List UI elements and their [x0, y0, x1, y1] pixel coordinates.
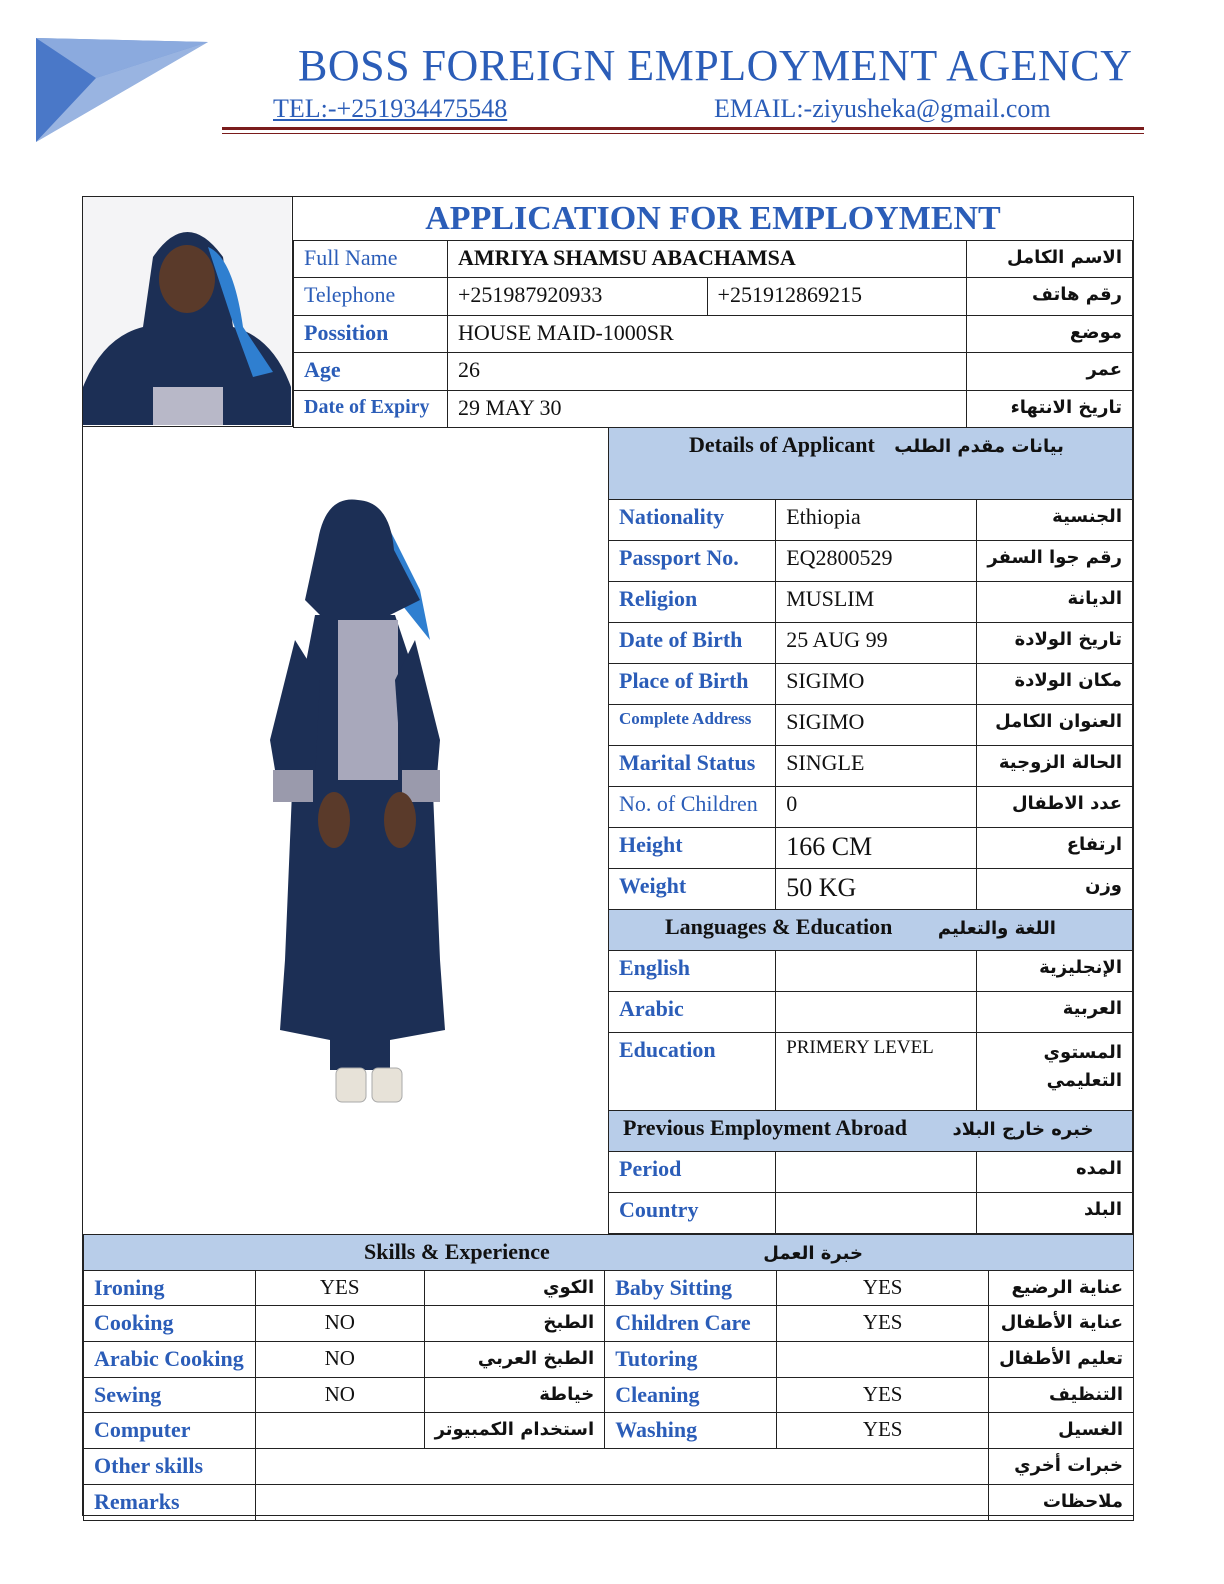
skill-sewing-label: Sewing — [84, 1377, 256, 1413]
education-ar: المستوي التعليمي — [977, 1033, 1133, 1111]
marital-ar: الحالة الزوجية — [977, 746, 1133, 787]
previous-header-ar: خبره خارج البلاد — [952, 1119, 1094, 1140]
skill-cooking-label: Cooking — [84, 1306, 256, 1342]
passport-label: Passport No. — [609, 541, 776, 582]
dob-label: Date of Birth — [609, 623, 776, 664]
agency-phone-link[interactable]: TEL:-+251934475548 — [273, 94, 508, 123]
address-label: Complete Address — [609, 705, 776, 746]
skill-children-care-ar: عناية الأطفال — [989, 1306, 1134, 1342]
skill-ironing-ar: الكوي — [424, 1270, 605, 1306]
english-value — [776, 951, 977, 992]
position-value: HOUSE MAID-1000SR — [447, 315, 966, 352]
marital-label: Marital Status — [609, 746, 776, 787]
table-row — [609, 746, 1133, 787]
skill-computer-value — [255, 1413, 424, 1449]
table-row — [609, 705, 1133, 746]
skill-cooking-value: NO — [255, 1306, 424, 1342]
country-value — [776, 1193, 977, 1234]
children-value: 0 — [776, 787, 977, 828]
telephone-value-1: +251987920933 — [447, 278, 707, 315]
period-ar: المده — [977, 1152, 1133, 1193]
full-name-ar: الاسم الكامل — [967, 241, 1133, 278]
skills-header-ar: خبرة العمل — [763, 1243, 863, 1264]
languages-header-ar: اللغة والتعليم — [937, 918, 1056, 939]
arabic-ar: العربية — [977, 992, 1133, 1033]
religion-label: Religion — [609, 582, 776, 623]
skill-arabic-cooking-ar: الطبخ العربي — [424, 1342, 605, 1378]
skill-washing-ar: الغسيل — [989, 1413, 1134, 1449]
address-value: SIGIMO — [776, 705, 977, 746]
table-row — [294, 353, 1133, 390]
skills-header-row — [84, 1235, 1134, 1271]
skill-baby-sitting-label: Baby Sitting — [605, 1270, 777, 1306]
languages-header-row — [609, 910, 1133, 951]
table-row — [84, 1377, 1134, 1413]
table-row — [609, 582, 1133, 623]
telephone-value-2: +251912869215 — [707, 278, 967, 315]
table-row — [609, 1033, 1133, 1111]
english-ar: الإنجليزية — [977, 951, 1133, 992]
passport-value: EQ2800529 — [776, 541, 977, 582]
skill-washing-value: YES — [777, 1413, 989, 1449]
table-row — [609, 951, 1133, 992]
position-label: Possition — [294, 315, 448, 352]
skills-table — [83, 1234, 1134, 1521]
table-row — [609, 828, 1133, 869]
skill-washing-label: Washing — [605, 1413, 777, 1449]
english-label: English — [609, 951, 776, 992]
skill-computer-label: Computer — [84, 1413, 256, 1449]
agency-logo — [36, 38, 208, 142]
table-row — [294, 241, 1133, 278]
dob-value: 25 AUG 99 — [776, 623, 977, 664]
table-row — [609, 500, 1133, 541]
table-row — [84, 1270, 1134, 1306]
table-row — [84, 1484, 1134, 1520]
details-header-row — [609, 428, 1133, 500]
weight-ar: وزن — [977, 869, 1133, 910]
religion-value: MUSLIM — [776, 582, 977, 623]
skill-ironing-value: YES — [255, 1270, 424, 1306]
table-row — [609, 541, 1133, 582]
skill-cooking-ar: الطبخ — [424, 1306, 605, 1342]
dob-ar: تاريخ الولادة — [977, 623, 1133, 664]
arabic-value — [776, 992, 977, 1033]
other-skills-ar: خبرات أخري — [989, 1449, 1134, 1485]
table-row — [84, 1342, 1134, 1378]
telephone-ar: رقم هاتف — [967, 278, 1133, 315]
passport-photo — [83, 197, 293, 427]
age-ar: عمر — [967, 353, 1133, 390]
skill-cleaning-value: YES — [777, 1377, 989, 1413]
agency-name: BOSS FOREIGN EMPLOYMENT AGENCY — [298, 41, 1133, 90]
skill-cleaning-label: Cleaning — [605, 1377, 777, 1413]
skill-sewing-ar: خياطة — [424, 1377, 605, 1413]
table-row — [609, 1193, 1133, 1234]
skill-cleaning-ar: التنظيف — [989, 1377, 1134, 1413]
skill-tutoring-value — [777, 1342, 989, 1378]
telephone-label: Telephone — [294, 278, 448, 315]
period-label: Period — [609, 1152, 776, 1193]
skill-children-care-value: YES — [777, 1306, 989, 1342]
header-rule — [222, 127, 1144, 134]
expiry-value: 29 MAY 30 — [447, 390, 966, 427]
nationality-ar: الجنسية — [977, 500, 1133, 541]
passport-ar: رقم جوا السفر — [977, 541, 1133, 582]
height-ar: ارتفاع — [977, 828, 1133, 869]
nationality-value: Ethiopia — [776, 500, 977, 541]
previous-header-row — [609, 1111, 1133, 1152]
skill-arabic-cooking-value: NO — [255, 1342, 424, 1378]
personal-info-table — [293, 240, 1133, 428]
skill-computer-ar: استخدام الكمبيوتر — [424, 1413, 605, 1449]
remarks-ar: ملاحظات — [989, 1484, 1134, 1520]
age-value: 26 — [447, 353, 966, 390]
height-label: Height — [609, 828, 776, 869]
table-row — [609, 869, 1133, 910]
table-row — [84, 1306, 1134, 1342]
skill-ironing-label: Ironing — [84, 1270, 256, 1306]
table-row — [294, 278, 1133, 315]
previous-header-en: Previous Employment Abroad — [623, 1115, 907, 1140]
table-row — [609, 664, 1133, 705]
pob-label: Place of Birth — [609, 664, 776, 705]
table-row — [294, 390, 1133, 427]
table-row — [84, 1449, 1134, 1485]
religion-ar: الديانة — [977, 582, 1133, 623]
expiry-ar: تاريخ الانتهاء — [967, 390, 1133, 427]
other-skills-value — [255, 1449, 988, 1485]
pob-ar: مكان الولادة — [977, 664, 1133, 705]
languages-header-en: Languages & Education — [665, 914, 893, 939]
children-ar: عدد الاطفال — [977, 787, 1133, 828]
details-table — [608, 427, 1133, 1234]
remarks-label: Remarks — [84, 1484, 256, 1520]
full-name-label: Full Name — [294, 241, 448, 278]
agency-email: EMAIL:-ziyusheka@gmail.com — [714, 94, 1051, 123]
weight-value: 50 KG — [776, 869, 977, 910]
form-title: APPLICATION FOR EMPLOYMENT — [425, 200, 1001, 237]
table-row — [609, 1152, 1133, 1193]
country-ar: البلد — [977, 1193, 1133, 1234]
table-row — [609, 623, 1133, 664]
remarks-value — [255, 1484, 988, 1520]
full-body-photo — [90, 440, 605, 1230]
details-header-ar: بيانات مقدم الطلب — [894, 436, 1064, 457]
skill-tutoring-label: Tutoring — [605, 1342, 777, 1378]
country-label: Country — [609, 1193, 776, 1234]
skills-header-en: Skills & Experience — [364, 1239, 550, 1264]
education-label: Education — [609, 1033, 776, 1111]
height-value: 166 CM — [776, 828, 977, 869]
full-name-value: AMRIYA SHAMSU ABACHAMSA — [447, 241, 966, 278]
address-ar: العنوان الكامل — [977, 705, 1133, 746]
details-header-en: Details of Applicant — [689, 432, 875, 457]
skill-sewing-value: NO — [255, 1377, 424, 1413]
other-skills-label: Other skills — [84, 1449, 256, 1485]
children-label: No. of Children — [609, 787, 776, 828]
skill-tutoring-ar: تعليم الأطفال — [989, 1342, 1134, 1378]
position-ar: موضع — [967, 315, 1133, 352]
age-label: Age — [294, 353, 448, 390]
expiry-label: Date of Expiry — [294, 390, 448, 427]
pob-value: SIGIMO — [776, 664, 977, 705]
marital-value: SINGLE — [776, 746, 977, 787]
skill-baby-sitting-value: YES — [777, 1270, 989, 1306]
table-row — [84, 1413, 1134, 1449]
nationality-label: Nationality — [609, 500, 776, 541]
skill-baby-sitting-ar: عناية الرضيع — [989, 1270, 1134, 1306]
skill-children-care-label: Children Care — [605, 1306, 777, 1342]
education-value: PRIMERY LEVEL — [776, 1033, 977, 1111]
period-value — [776, 1152, 977, 1193]
skill-arabic-cooking-label: Arabic Cooking — [84, 1342, 256, 1378]
table-row — [609, 992, 1133, 1033]
arabic-label: Arabic — [609, 992, 776, 1033]
table-row — [294, 315, 1133, 352]
table-row — [609, 787, 1133, 828]
weight-label: Weight — [609, 869, 776, 910]
